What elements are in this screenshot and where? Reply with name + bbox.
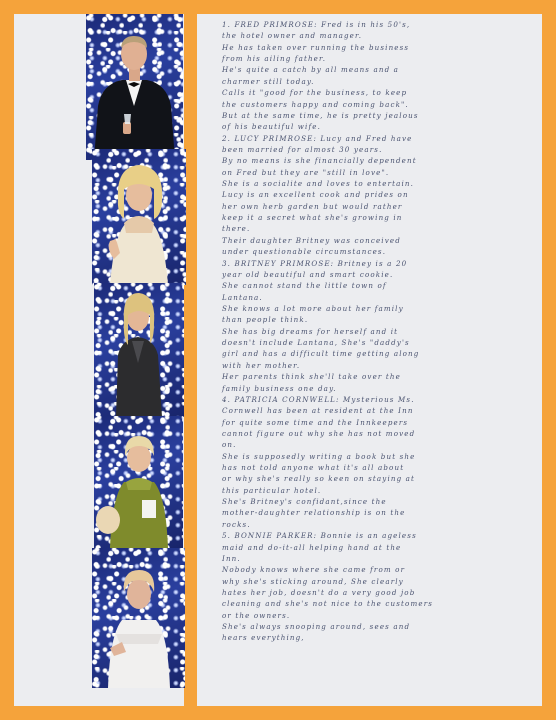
description-line: cleaning and she's not nice to the customers xyxy=(222,599,434,609)
character-descriptions xyxy=(222,19,537,644)
description-line: under questionable circumstances. xyxy=(222,247,387,257)
description-line: She cannot stand the little town of xyxy=(222,281,387,291)
description-line: there. xyxy=(222,224,251,234)
description-line: She's always snooping around, sees and xyxy=(222,622,411,632)
description-line: hears everything, xyxy=(222,633,305,643)
description-line: or why she's really so keen on staying at xyxy=(222,474,416,484)
description-line: girl and has a difficult time getting along xyxy=(222,349,420,359)
description-line: But at the same time, he is pretty jealous xyxy=(222,110,419,120)
description-line: 2. LUCY PRIMROSE: Lucy and Fred have xyxy=(222,133,413,143)
description-line: on. xyxy=(222,440,237,450)
description-line: of his beautiful wife. xyxy=(222,122,321,132)
description-line: Lucy is an excellent cook and prides on xyxy=(222,190,409,200)
description-line: on Fred but they are "still in love". xyxy=(222,167,390,177)
description-line: family business one day. xyxy=(222,383,337,393)
portrait-patricia-cornwell xyxy=(94,416,183,548)
description-line: She is a socialite and loves to entertain. xyxy=(222,179,415,189)
description-line: Cornwell has been at resident at the Inn xyxy=(222,406,414,416)
description-line: maid and do-it-all helping hand at the xyxy=(222,542,402,552)
description-line: doesn't include Lantana, She's "daddy's xyxy=(222,338,410,348)
description-line: He's quite a catch by all means and a xyxy=(222,65,400,75)
description-line: 4. PATRICIA CORNWELL: Mysterious Ms. xyxy=(222,394,415,404)
description-line: why she's sticking around, She clearly xyxy=(222,576,404,586)
description-line: with her mother. xyxy=(222,360,301,370)
description-line: Their daughter Britney was conceived xyxy=(222,235,401,245)
description-line: the hotel owner and manager. xyxy=(222,31,363,41)
description-line: hates her job, doesn't do a very good job xyxy=(222,587,416,597)
description-line: charmer still today. xyxy=(222,76,315,86)
description-line: By no means is she financially dependent xyxy=(222,156,417,166)
description-line: She has big dreams for herself and it xyxy=(222,326,399,336)
description-line: She's Britney's confidant,since the xyxy=(222,497,387,507)
description-line: 5. BONNIE PARKER: Bonnie is an ageless xyxy=(222,531,417,541)
description-line: rocks. xyxy=(222,519,251,529)
portrait-britney-primrose xyxy=(94,283,184,417)
description-line: the customers happy and coming back". xyxy=(222,99,409,109)
portrait-fred-primrose xyxy=(86,14,183,160)
description-line: or the owners. xyxy=(222,610,291,620)
description-line: this particular hotel. xyxy=(222,485,322,495)
description-line: She knows a lot more about her family xyxy=(222,303,404,313)
description-line: year old beautiful and smart cookie. xyxy=(222,269,394,279)
description-line: She is supposedly writing a book but she xyxy=(222,451,416,461)
description-line: 3. BRITNEY PRIMROSE: Britney is a 20 xyxy=(222,258,408,268)
description-line: He has taken over running the business xyxy=(222,42,410,52)
portrait-bonnie-parker xyxy=(92,548,185,688)
description-line: Calls it "good for the business, to keep xyxy=(222,88,408,98)
description-line: has not told anyone what it's all about xyxy=(222,463,405,473)
description-line: Her parents think she'll take over the xyxy=(222,372,401,382)
description-line: her own herb garden but would rather xyxy=(222,201,403,211)
portrait-lucy-primrose xyxy=(92,149,186,285)
description-line: than people think. xyxy=(222,315,309,325)
description-line: for quite some time and the Innkeepers xyxy=(222,417,409,427)
description-line: from his ailing father. xyxy=(222,54,327,64)
description-line: Inn. xyxy=(222,553,241,563)
description-line: Nobody knows where she came from or xyxy=(222,565,406,575)
description-line: cannot figure out why she has not moved xyxy=(222,428,416,438)
description-line: Lantana. xyxy=(222,292,263,302)
description-line: 1. FRED PRIMROSE: Fred is in his 50's, xyxy=(222,20,411,29)
description-line: keep it a secret what she's growing in xyxy=(222,213,403,223)
description-line: been married for almost 30 years. xyxy=(222,144,383,154)
description-line: mother-daughter relationship is on the xyxy=(222,508,406,518)
